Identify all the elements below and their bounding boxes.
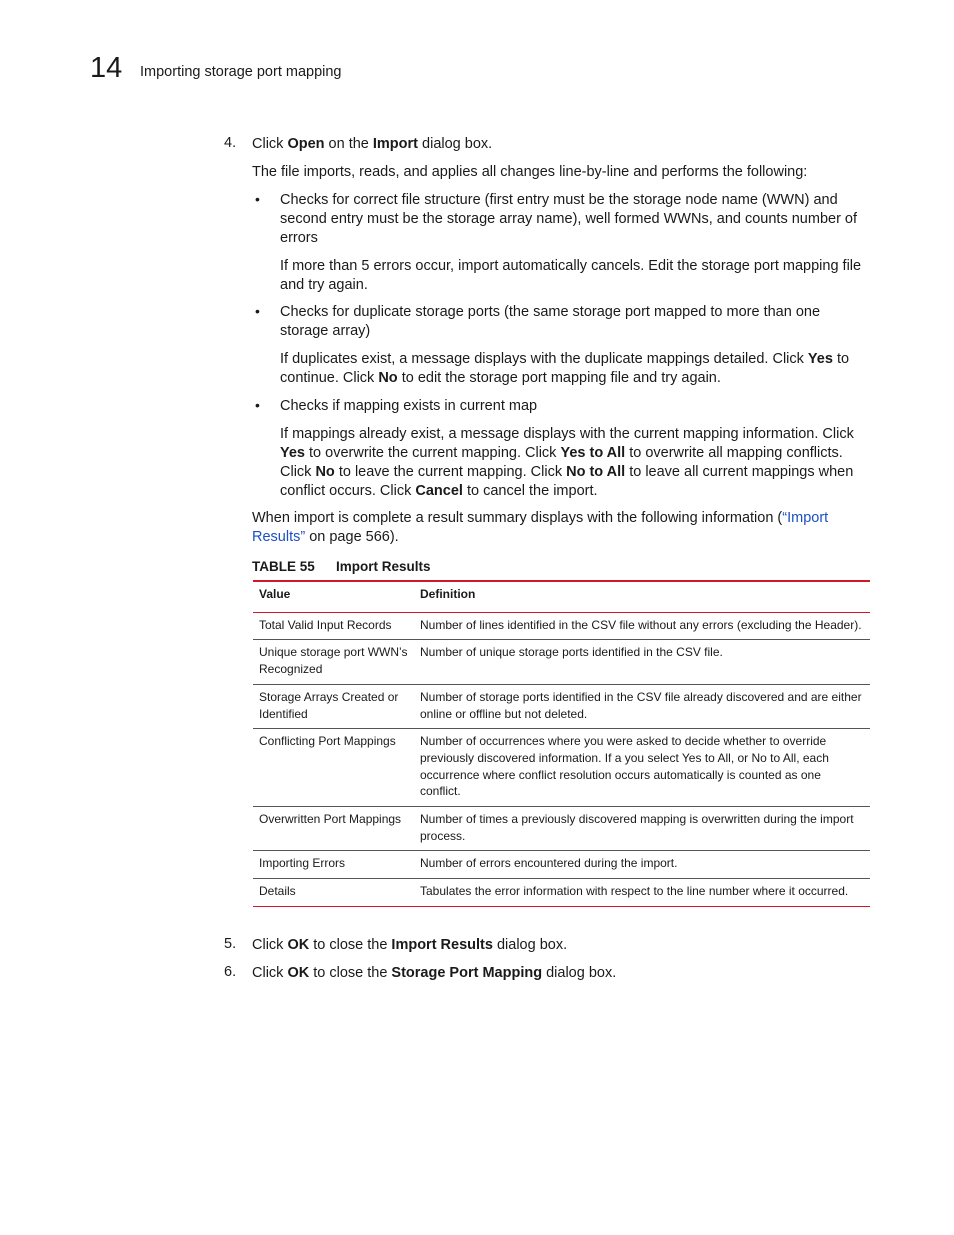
- step-6-text: Click OK to close the Storage Port Mapping dialog box.: [252, 965, 617, 981]
- chapter-number: 14: [90, 52, 123, 84]
- storage-port-mapping-term: Storage Port Mapping: [391, 965, 543, 981]
- table-cell-value: Unique storage port WWN’s Recognized: [253, 640, 414, 684]
- step-5-text: Click OK to close the Import Results dialog box.: [252, 937, 568, 953]
- bullet-1-note: If more than 5 errors occur, import automatically cancels. Edit the storage port mapping file and try again.: [280, 258, 862, 293]
- table-row: [253, 807, 870, 851]
- table-label: TABLE 55: [252, 559, 315, 574]
- table-row: [253, 729, 870, 807]
- table-cell-value: Overwritten Port Mappings: [253, 807, 414, 851]
- table-cell-value: Details: [253, 879, 414, 907]
- table-header-row: [253, 581, 870, 612]
- step-5-number: 5.: [224, 936, 237, 952]
- cancel-term: Cancel: [415, 483, 463, 499]
- table-row: [253, 640, 870, 684]
- table-row: [253, 612, 870, 640]
- intro-paragraph: The file imports, reads, and applies all changes line-by-line and performs the following:: [252, 164, 808, 180]
- ok-term: OK: [287, 937, 310, 953]
- no-term: No: [315, 464, 335, 480]
- import-results-link[interactable]: “Import Results”: [252, 510, 829, 545]
- table-row: [253, 851, 870, 879]
- import-term: Import: [372, 136, 418, 152]
- column-header-value: Value: [253, 581, 414, 612]
- table-cell-definition: Number of unique storage ports identified in the CSV file.: [414, 640, 870, 684]
- table-cell-definition: Number of errors encountered during the import.: [414, 851, 870, 879]
- bullet-3-note: If mappings already exist, a message displays with the current mapping information. Click Yes to overwrite the current mapping. Click Yes to All to overwrite all mapping conflicts. Click No to leave the current mapping. Click No to All to leave all current mappings when conflict occurs. Click Cancel to cancel the import.: [280, 426, 854, 499]
- step-6-number: 6.: [224, 964, 237, 980]
- table-cell-value: Conflicting Port Mappings: [253, 729, 414, 807]
- no-term: No: [378, 370, 398, 386]
- bullet-2-text: Checks for duplicate storage ports (the same storage port mapped to more than one storage array): [280, 304, 821, 339]
- table-cell-definition: Number of storage ports identified in the CSV file already discovered and are either online or offline but not deleted.: [414, 684, 870, 728]
- step-4-text: Click Open on the Import dialog box.: [252, 136, 493, 152]
- summary-paragraph: When import is complete a result summary displays with the following information (“Import Results” on page 566).: [252, 510, 829, 545]
- yes-term: Yes: [807, 351, 833, 367]
- table-row: [253, 879, 870, 907]
- table-cell-definition: Tabulates the error information with respect to the line number where it occurred.: [414, 879, 870, 907]
- import-results-term: Import Results: [391, 937, 493, 953]
- table-row: [253, 684, 870, 728]
- bullet-marker: •: [255, 397, 260, 413]
- table-cell-value: Importing Errors: [253, 851, 414, 879]
- column-header-definition: Definition: [414, 581, 870, 612]
- bullet-1-text: Checks for correct file structure (first entry must be the storage node name (WWN) and second entry must be the storage array name), well formed WWNs, and counts number of errors: [280, 192, 858, 246]
- bullet-marker: •: [255, 303, 260, 319]
- chapter-title: Importing storage port mapping: [140, 64, 342, 80]
- step-4-number: 4.: [224, 135, 237, 151]
- no-to-all-term: No to All: [566, 464, 626, 480]
- table-cell-definition: Number of occurrences where you were asked to decide whether to override previously discovered information. If a you select Yes to All, or No to All, each occurrence where conflict resolution occurs automatically is counted as one conflict.: [414, 729, 870, 807]
- bullet-marker: •: [255, 191, 260, 207]
- bullet-2-note: If duplicates exist, a message displays with the duplicate mappings detailed. Click Yes to continue. Click No to edit the storage port mapping file and try again.: [280, 351, 850, 386]
- yes-term: Yes: [280, 445, 305, 461]
- yes-to-all-term: Yes to All: [560, 445, 626, 461]
- import-results-table: [253, 580, 870, 907]
- bullet-3-text: Checks if mapping exists in current map: [280, 398, 538, 414]
- table-cell-definition: Number of lines identified in the CSV file without any errors (excluding the Header).: [414, 612, 870, 640]
- table-title: Import Results: [336, 559, 431, 574]
- open-term: Open: [287, 136, 325, 152]
- table-cell-definition: Number of times a previously discovered mapping is overwritten during the import process.: [414, 807, 870, 851]
- table-cell-value: Storage Arrays Created or Identified: [253, 684, 414, 728]
- ok-term: OK: [287, 965, 310, 981]
- table-cell-value: Total Valid Input Records: [253, 612, 414, 640]
